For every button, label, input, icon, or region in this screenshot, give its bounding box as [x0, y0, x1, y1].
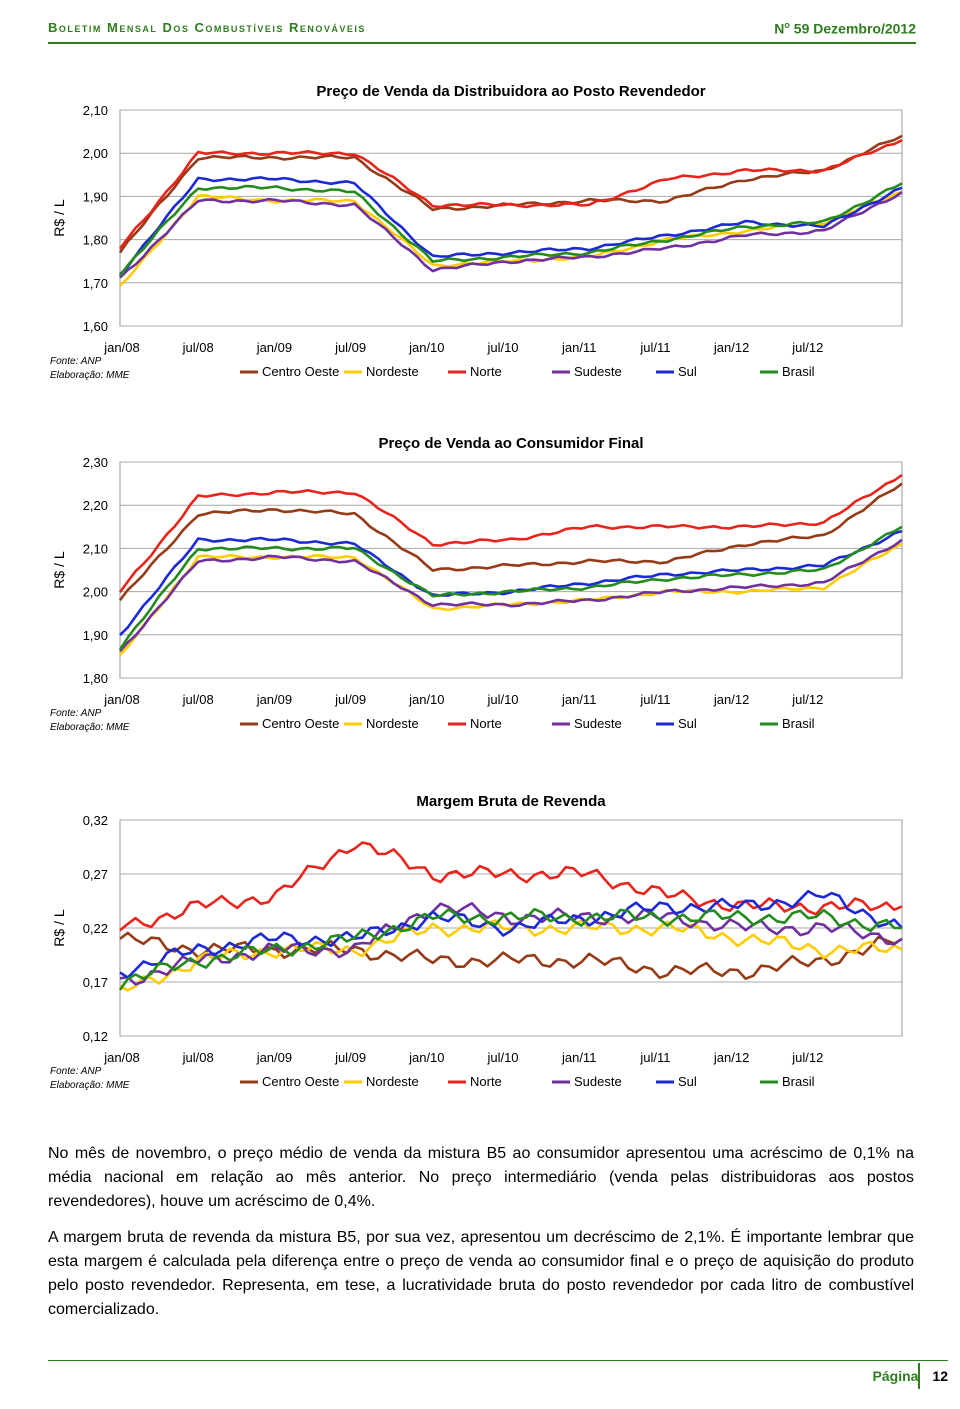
x-tick-label: jan/11 [561, 1050, 597, 1065]
chart-consumidor [40, 422, 920, 742]
series-line-norte [120, 843, 902, 931]
issue-date: 59 Dezembro/2012 [789, 20, 916, 37]
x-tick-label: jul/09 [335, 1050, 367, 1065]
legend-label-nordeste: Nordeste [366, 1074, 419, 1089]
y-tick-label: 1,90 [82, 189, 108, 205]
chart-margem [40, 780, 920, 1100]
y-tick-label: 1,90 [82, 627, 108, 643]
chart-distribuidora [40, 70, 920, 390]
legend-label-norte: Norte [470, 716, 502, 731]
x-tick-label: jul/08 [182, 1050, 214, 1065]
page-footer [873, 1368, 948, 1384]
source-label: Fonte: ANP [50, 708, 102, 719]
y-tick-label: 2,00 [82, 146, 108, 162]
issue-prefix: N [774, 20, 785, 37]
legend-label-brasil: Brasil [782, 716, 815, 731]
series-line-nordeste [120, 544, 902, 655]
y-tick-label: 0,17 [82, 975, 108, 990]
legend-label-sudeste: Sudeste [574, 716, 622, 731]
x-tick-label: jan/08 [104, 340, 140, 355]
legend-label-brasil: Brasil [782, 364, 815, 379]
x-tick-label: jan/08 [104, 1050, 140, 1065]
x-tick-label: jan/10 [409, 340, 445, 355]
page-header [48, 14, 916, 44]
x-tick-label: jul/12 [792, 340, 824, 355]
x-tick-label: jan/10 [409, 1050, 445, 1065]
y-tick-label: 1,70 [82, 275, 108, 291]
legend-label-sudeste: Sudeste [574, 1074, 622, 1089]
chart-margem-svg [40, 780, 920, 1100]
y-tick-label: 2,30 [82, 455, 108, 470]
elaboration-label: Elaboração: MME [50, 370, 130, 381]
x-tick-label: jul/08 [182, 340, 214, 355]
series-line-brasil [120, 909, 902, 990]
series-line-centro-oeste [120, 484, 902, 601]
page-number: 12 [932, 1368, 948, 1384]
x-tick-label: jul/10 [487, 340, 519, 355]
chart-title: Preço de Venda da Distribuidora ao Posto Revendedor [316, 83, 706, 100]
source-label: Fonte: ANP [50, 1066, 102, 1077]
source-label: Fonte: ANP [50, 356, 102, 367]
chart-distribuidora-svg [40, 70, 920, 390]
chart-title: Preço de Venda ao Consumidor Final [378, 435, 644, 452]
x-tick-label: jan/12 [713, 692, 750, 707]
legend-label-nordeste: Nordeste [366, 364, 419, 379]
x-tick-label: jul/11 [640, 340, 671, 355]
issue-info [774, 20, 916, 37]
y-tick-label: 2,00 [82, 584, 108, 600]
x-tick-label: jan/12 [713, 1050, 750, 1065]
x-tick-label: jul/08 [182, 692, 214, 707]
x-tick-label: jan/09 [256, 1050, 293, 1065]
plot-area [120, 462, 902, 678]
x-tick-label: jan/09 [256, 692, 293, 707]
legend-label-sul: Sul [678, 364, 697, 379]
footer-rule [48, 1360, 948, 1361]
x-tick-label: jan/10 [409, 692, 445, 707]
legend-label-centro-oeste: Centro Oeste [262, 1074, 340, 1089]
x-tick-label: jan/11 [561, 692, 597, 707]
y-tick-label: 0,12 [82, 1029, 108, 1044]
y-tick-label: 0,27 [82, 867, 108, 882]
x-tick-label: jan/09 [256, 340, 293, 355]
x-tick-label: jul/12 [792, 692, 824, 707]
x-tick-label: jan/11 [561, 340, 597, 355]
x-tick-label: jul/09 [335, 340, 367, 355]
paragraph-2: A margem bruta de revenda da mistura B5, por sua vez, apresentou um decréscimo de 2,1%. É importante lembrar que esta margem é calculada pela diferença entre o preço de venda ao consumidor final e o preço de aquisição do produto pelo posto revendedor. Representa, em tese, a lucratividade bruta do posto revendedor por cada litro de combustível comercializado. [48, 1229, 914, 1318]
y-axis-label: R$ / L [51, 909, 67, 947]
x-tick-label: jul/12 [792, 1050, 824, 1065]
y-tick-label: 0,32 [82, 813, 108, 828]
y-tick-label: 2,10 [82, 541, 108, 557]
legend-label-sul: Sul [678, 1074, 697, 1089]
legend-label-sudeste: Sudeste [574, 364, 622, 379]
x-tick-label: jul/10 [487, 692, 519, 707]
y-tick-label: 2,20 [82, 498, 108, 514]
legend-label-centro-oeste: Centro Oeste [262, 364, 340, 379]
elaboration-label: Elaboração: MME [50, 722, 130, 733]
y-tick-label: 1,80 [82, 671, 108, 686]
x-tick-label: jul/11 [640, 1050, 671, 1065]
legend-label-norte: Norte [470, 364, 502, 379]
y-tick-label: 1,80 [82, 232, 108, 248]
x-tick-label: jul/10 [487, 1050, 519, 1065]
bulletin-title: Boletim Mensal Dos Combustíveis Renováveis [48, 20, 366, 35]
y-tick-label: 0,22 [82, 921, 108, 936]
legend-label-norte: Norte [470, 1074, 502, 1089]
issue-sup: o [784, 20, 790, 30]
legend-label-sul: Sul [678, 716, 697, 731]
x-tick-label: jul/09 [335, 692, 367, 707]
y-tick-label: 2,10 [82, 103, 108, 118]
legend-label-centro-oeste: Centro Oeste [262, 716, 340, 731]
y-tick-label: 1,60 [82, 319, 108, 334]
y-axis-label: R$ / L [51, 551, 67, 589]
x-tick-label: jan/12 [713, 340, 750, 355]
elaboration-label: Elaboração: MME [50, 1080, 130, 1091]
paragraph-1: No mês de novembro, o preço médio de venda da mistura B5 ao consumidor apresentou uma acréscimo de 0,1% na média nacional em relação ao mês anterior. No preço intermediário (venda pelas distribuidoras aos postos revendedores), houve um acréscimo de 0,4%. [48, 1145, 914, 1210]
legend-label-nordeste: Nordeste [366, 716, 419, 731]
chart-title: Margem Bruta de Revenda [416, 793, 606, 810]
series-line-nordeste [120, 192, 902, 285]
legend-label-brasil: Brasil [782, 1074, 815, 1089]
chart-consumidor-svg [40, 422, 920, 742]
series-line-sul [120, 531, 902, 635]
page-label: Página [872, 1368, 919, 1384]
x-tick-label: jul/11 [640, 692, 671, 707]
plot-area [120, 110, 902, 326]
x-tick-label: jan/08 [104, 692, 140, 707]
y-axis-label: R$ / L [51, 199, 67, 237]
